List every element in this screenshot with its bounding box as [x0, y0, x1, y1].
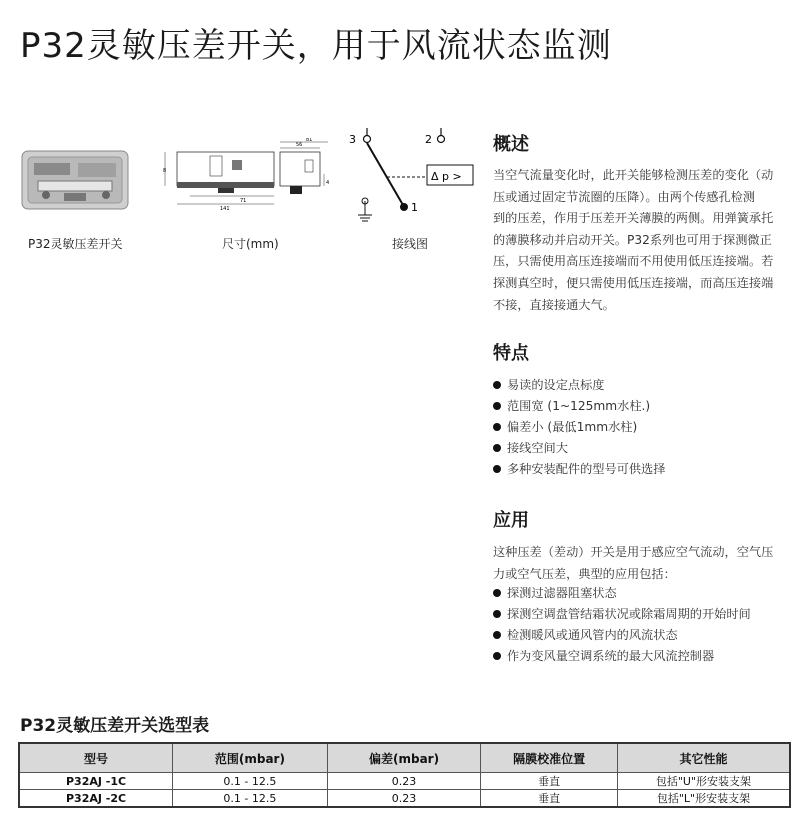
bullet-icon [493, 465, 501, 473]
header-deviation: 偏差(mbar) [327, 743, 481, 773]
header-range: 范围(mbar) [173, 743, 328, 773]
product-photo [20, 145, 132, 215]
dim-8: 8 [163, 168, 167, 174]
header-calibration: 隔膜校准位置 [481, 743, 618, 773]
list-item: 范围宽 (1~125mm水柱.) [493, 396, 665, 417]
cell-range: 0.1 - 12.5 [173, 790, 328, 808]
table-row [19, 773, 790, 790]
list-item: 接线空间大 [493, 438, 665, 459]
dimension-drawing [160, 138, 332, 218]
overview-line: 压或通过固定节流圈的压降）。由两个传感孔检测 [493, 189, 756, 204]
overview-line: 压，只需使用高压连接端而不用使用低压连接端。若 [493, 254, 774, 269]
bullet-icon [493, 423, 501, 431]
terminal-1-label: 1 [411, 201, 418, 214]
bullet-icon [493, 589, 501, 597]
application-intro [493, 542, 793, 585]
dim-141: 141 [220, 206, 230, 212]
cell-other: 包括"L"形安装支架 [617, 790, 790, 808]
list-item: 探测过滤器阻塞状态 [493, 583, 751, 604]
dim-56: 56 [296, 142, 303, 148]
overview-line: 探测真空时，便只需使用低压连接端，而高压连接端 [493, 275, 774, 290]
cell-calibration: 垂直 [481, 790, 618, 808]
features-heading: 特点 [493, 343, 529, 364]
wiring-caption: 接线图 [392, 237, 429, 251]
application-heading: 应用 [493, 510, 529, 531]
terminal-2-label: 2 [425, 133, 432, 146]
list-item: 偏差小 (最低1mm水柱) [493, 417, 665, 438]
cell-model: P32AJ -1C [19, 773, 173, 790]
delta-p-label: Δ p > [431, 170, 462, 183]
list-item: 多种安装配件的型号可供选择 [493, 459, 665, 480]
header-model: 型号 [19, 743, 173, 773]
bullet-icon [493, 381, 501, 389]
list-item: 检测暖风或通风管内的风流状态 [493, 625, 751, 646]
application-intro-line: 这种压差（差动）开关是用于感应空气流动，空气压 [493, 545, 774, 559]
cell-other: 包括"U"形安装支架 [617, 773, 790, 790]
terminal-3-label: 3 [349, 133, 356, 146]
application-list [493, 583, 751, 667]
header-other: 其它性能 [617, 743, 790, 773]
overview-line: 不接，直接接通大气。 [493, 297, 615, 312]
dims-caption: 尺寸(mm) [222, 237, 279, 251]
overview-line: 的薄膜移动并启动开关。P32系列也可用于探测微正 [493, 232, 772, 247]
overview-line: 当空气流量变化时，此开关能够检测压差的变化（动 [493, 168, 774, 182]
cell-deviation: 0.23 [327, 790, 481, 808]
bullet-icon [493, 652, 501, 660]
list-item: 探测空调盘管结霜状况或除霜周期的开始时间 [493, 604, 751, 625]
dim-4: 4 [326, 180, 330, 186]
dim-81: 81 [306, 138, 313, 143]
dim-71: 71 [240, 198, 247, 204]
list-item: 作为变风量空调系统的最大风流控制器 [493, 646, 751, 667]
bullet-icon [493, 610, 501, 618]
bullet-icon [493, 631, 501, 639]
overview-heading: 概述 [493, 134, 529, 155]
application-intro-line: 力或空气压差，典型的应用包括： [493, 566, 676, 581]
overview-line: 到的压差，作用于压差开关薄膜的两侧。用弹簧承托 [493, 211, 774, 226]
overview-text [493, 165, 793, 316]
cell-range: 0.1 - 12.5 [173, 773, 328, 790]
cell-deviation: 0.23 [327, 773, 481, 790]
list-item: 易读的设定点标度 [493, 375, 665, 396]
table-header-row [19, 743, 790, 773]
features-list [493, 375, 665, 480]
selection-table [18, 742, 791, 808]
bullet-icon [493, 402, 501, 410]
page-title: P32灵敏压差开关，用于风流状态监测 [20, 26, 612, 66]
photo-caption: P32灵敏压差开关 [28, 237, 123, 251]
cell-calibration: 垂直 [481, 773, 618, 790]
bullet-icon [493, 444, 501, 452]
table-title: P32灵敏压差开关选型表 [20, 716, 210, 736]
cell-model: P32AJ -2C [19, 790, 173, 808]
wiring-diagram [345, 125, 480, 225]
table-row [19, 790, 790, 808]
